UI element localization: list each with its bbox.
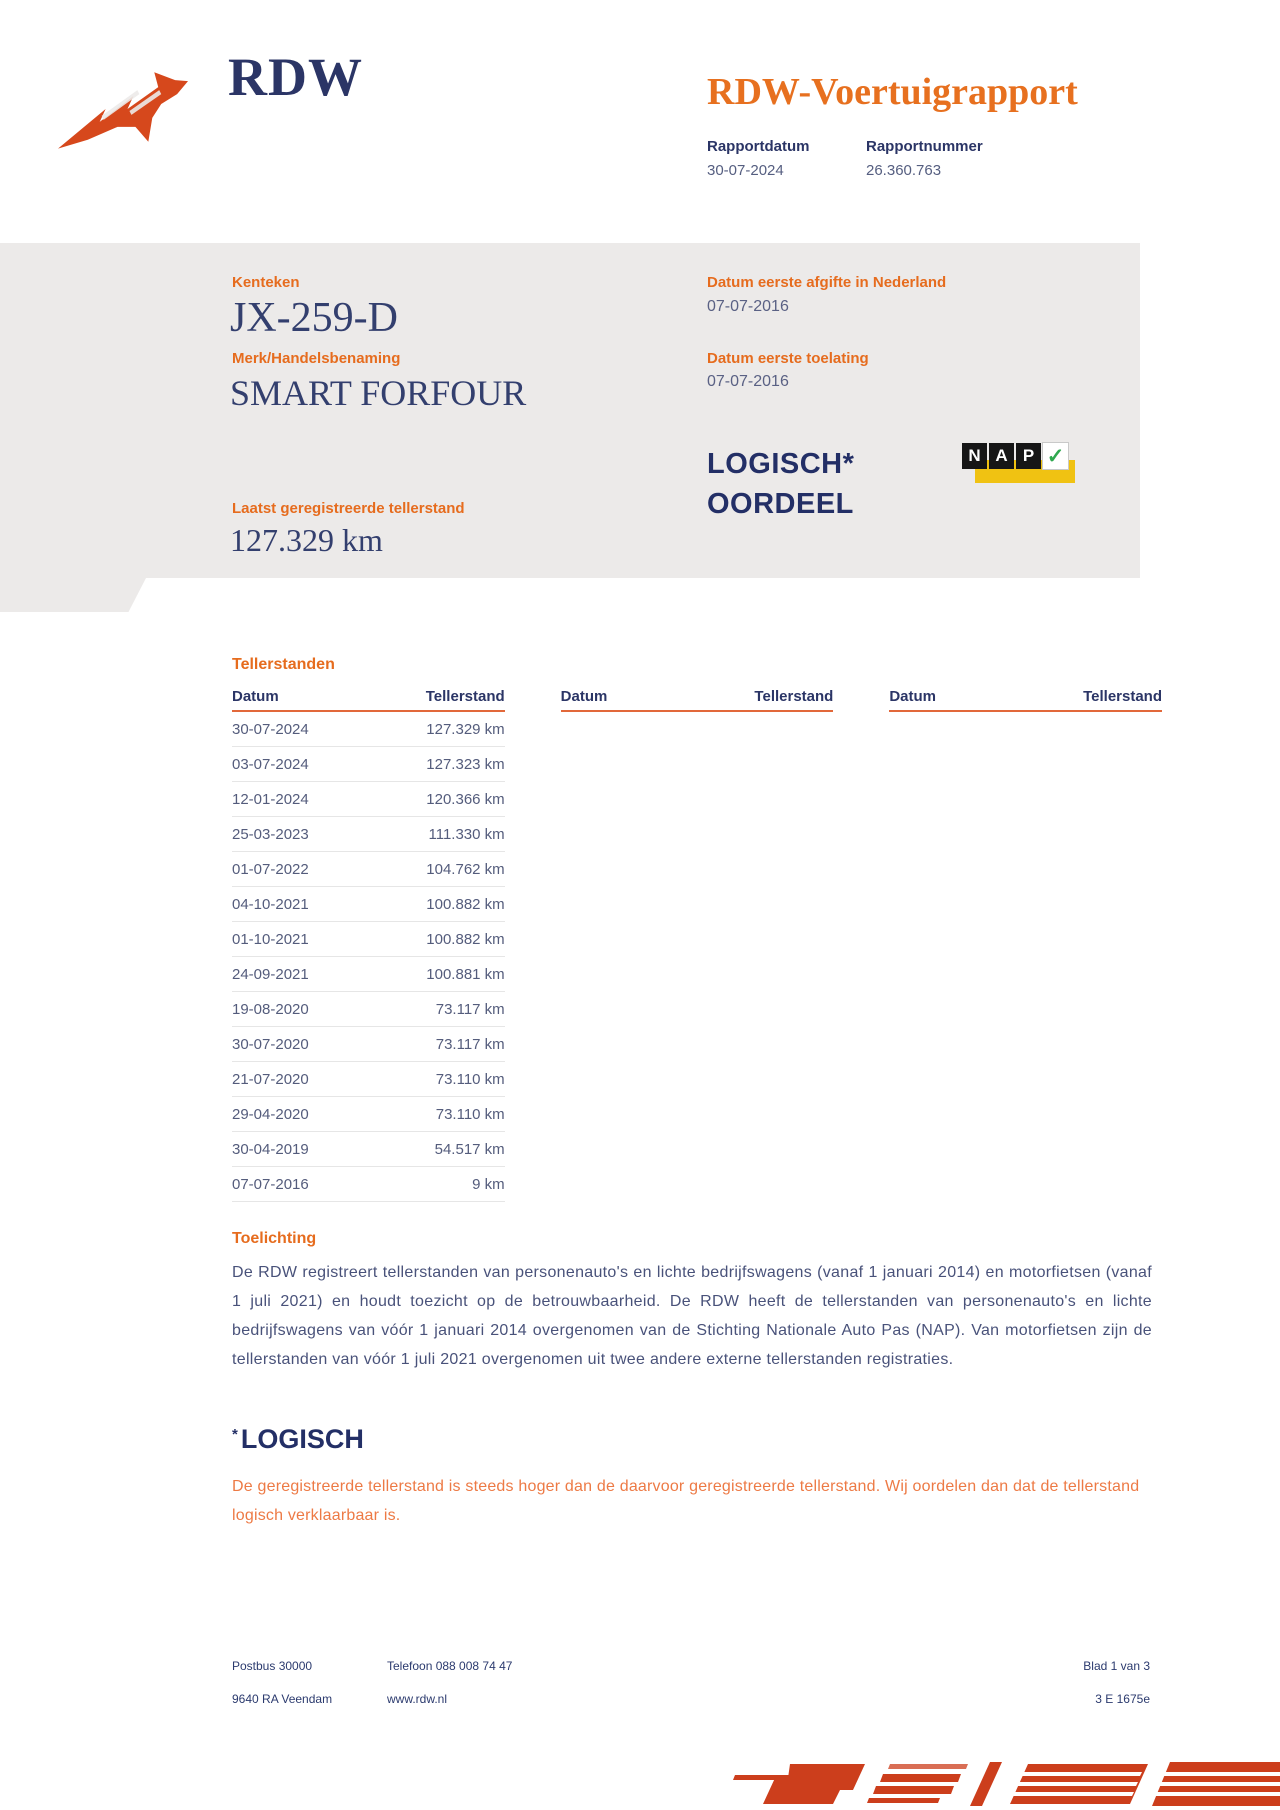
tellerstanden-heading: Tellerstanden (232, 656, 335, 673)
column-header-datum: Datum (232, 688, 279, 705)
vehicle-summary-panel-notch (0, 578, 146, 612)
row-datum: 30-07-2020 (232, 1035, 309, 1053)
row-datum: 03-07-2024 (232, 755, 309, 773)
document-title: RDW-Voertuigrapport (707, 71, 1078, 113)
toelichting-heading: Toelichting (232, 1230, 317, 1247)
datum-eerste-afgifte-value: 07-07-2016 (707, 298, 789, 315)
nap-letter-tile: A (989, 443, 1014, 469)
table-row (232, 887, 505, 922)
row-tellerstand: 73.117 km (435, 1035, 505, 1053)
footer-phone: Telefoon 088 008 74 47 (387, 1659, 513, 1673)
vehicle-summary-panel (0, 243, 1140, 578)
table-header-row (561, 688, 834, 712)
row-tellerstand: 54.517 km (434, 1140, 505, 1158)
row-tellerstand: 100.882 km (426, 930, 505, 948)
laatste-tellerstand-label: Laatst geregistreerde tellerstand (232, 500, 465, 517)
merk-label: Merk/Handelsbenaming (232, 350, 401, 367)
row-tellerstand: 9 km (472, 1175, 505, 1193)
row-datum: 21-07-2020 (232, 1070, 309, 1088)
rdw-logo-wordmark: RDW (228, 47, 363, 107)
tellerstanden-column-1 (232, 688, 505, 1202)
row-datum: 30-04-2019 (232, 1140, 309, 1158)
laatste-tellerstand-value: 127.329 km (230, 522, 383, 558)
row-tellerstand: 127.329 km (426, 720, 505, 738)
footer-contact (387, 1650, 512, 1716)
logisch-heading-text: LOGISCH (240, 1424, 364, 1454)
footer-postbus: Postbus 30000 (232, 1659, 313, 1673)
column-header-datum: Datum (560, 688, 608, 705)
nap-letter-tile: P (1016, 443, 1041, 469)
nap-logo (962, 443, 1078, 491)
table-header-row (889, 688, 1162, 712)
row-datum: 01-07-2022 (232, 860, 309, 878)
table-row (232, 922, 505, 957)
footer-pagination (1083, 1650, 1150, 1716)
tellerstanden-column-2 (561, 688, 834, 1202)
report-number-label: Rapportnummer (866, 138, 983, 155)
report-date-value: 30-07-2024 (707, 162, 784, 179)
footer-website: www.rdw.nl (387, 1692, 448, 1706)
footer-address (232, 1650, 332, 1716)
logisch-explanation: De geregistreerde tellerstand is steeds hoger dan de daarvoor geregistreerde tellerstand. Wij oordelen dan dat de tellerstand logisch verklaarbaar is. (232, 1478, 1140, 1524)
kenteken-label: Kenteken (232, 274, 300, 291)
row-tellerstand: 104.762 km (426, 860, 505, 878)
nap-letter-tile: N (962, 443, 987, 469)
column-header-tellerstand: Tellerstand (754, 688, 834, 705)
row-datum: 19-08-2020 (232, 1000, 309, 1018)
row-tellerstand: 111.330 km (428, 825, 505, 843)
table-row (232, 782, 505, 817)
row-datum: 12-01-2024 (232, 790, 309, 808)
kenteken-value: JX-259-D (230, 295, 398, 341)
table-row (232, 992, 505, 1027)
table-row (232, 1097, 505, 1132)
toelichting-body: De RDW registreert tellerstanden van personenauto's en lichte bedrijfswagens (vanaf 1 januari 2014) en motorfietsen (vanaf 1 juli 2021) en houdt toezicht op de betrouwbaarheid. De RDW heeft de tellerstanden van personenauto's en lichte bedrijfswagens van vóór 1 januari 2014 overgenomen van de Stichting Nationale Auto Pas (NAP). Van motorfietsen zijn de tellerstanden van vóór 1 juli 2021 overgenomen uit twee andere externe tellerstanden registraties. (232, 1264, 1152, 1368)
datum-eerste-afgifte-label: Datum eerste afgifte in Nederland (707, 274, 947, 291)
table-row (232, 817, 505, 852)
row-tellerstand: 73.110 km (435, 1105, 505, 1123)
row-datum: 30-07-2024 (232, 720, 309, 738)
rdw-stripes-graphic (690, 1758, 1280, 1810)
merk-value: SMART FORFOUR (230, 373, 527, 413)
asterisk-marker: * (232, 1426, 238, 1443)
row-datum: 25-03-2023 (232, 825, 309, 843)
table-row (232, 1062, 505, 1097)
row-datum: 01-10-2021 (232, 930, 309, 948)
table-header-row (232, 688, 505, 712)
tellerstanden-column-3 (889, 688, 1162, 1202)
table-row (232, 1167, 505, 1202)
datum-eerste-toelating-label: Datum eerste toelating (707, 350, 869, 367)
column-header-datum: Datum (889, 688, 937, 705)
footer-doc-code: 3 E 1675e (1095, 1692, 1150, 1706)
table-row (232, 747, 505, 782)
row-datum: 04-10-2021 (232, 895, 309, 913)
tellerstanden-table (232, 688, 1162, 1202)
column-header-tellerstand: Tellerstand (425, 688, 505, 705)
row-datum: 24-09-2021 (232, 965, 309, 983)
oordeel-line2: OORDEEL (707, 488, 854, 520)
row-tellerstand: 127.323 km (426, 755, 505, 773)
table-row (232, 712, 505, 747)
footer-page-number: Blad 1 van 3 (1083, 1659, 1150, 1673)
table-row (232, 1027, 505, 1062)
row-tellerstand: 73.117 km (435, 1000, 505, 1018)
oordeel-line1: LOGISCH* (707, 448, 855, 480)
report-number-value: 26.360.763 (866, 162, 942, 179)
row-tellerstand: 100.881 km (426, 965, 505, 983)
report-date-label: Rapportdatum (707, 138, 810, 155)
logisch-heading (232, 1424, 364, 1455)
table-row (232, 957, 505, 992)
row-datum: 07-07-2016 (232, 1175, 309, 1193)
column-header-tellerstand: Tellerstand (1083, 688, 1163, 705)
table-rows (232, 712, 505, 1202)
nap-checkmark-icon: ✓ (1043, 443, 1068, 469)
datum-eerste-toelating-value: 07-07-2016 (707, 373, 789, 390)
rdw-wing-logo-icon (56, 54, 190, 152)
footer-city: 9640 RA Veendam (232, 1692, 333, 1706)
row-tellerstand: 73.110 km (435, 1070, 505, 1088)
table-row (232, 852, 505, 887)
row-datum: 29-04-2020 (232, 1105, 309, 1123)
table-row (232, 1132, 505, 1167)
row-tellerstand: 120.366 km (426, 790, 505, 808)
oordeel-verdict (707, 444, 854, 524)
row-tellerstand: 100.882 km (426, 895, 505, 913)
